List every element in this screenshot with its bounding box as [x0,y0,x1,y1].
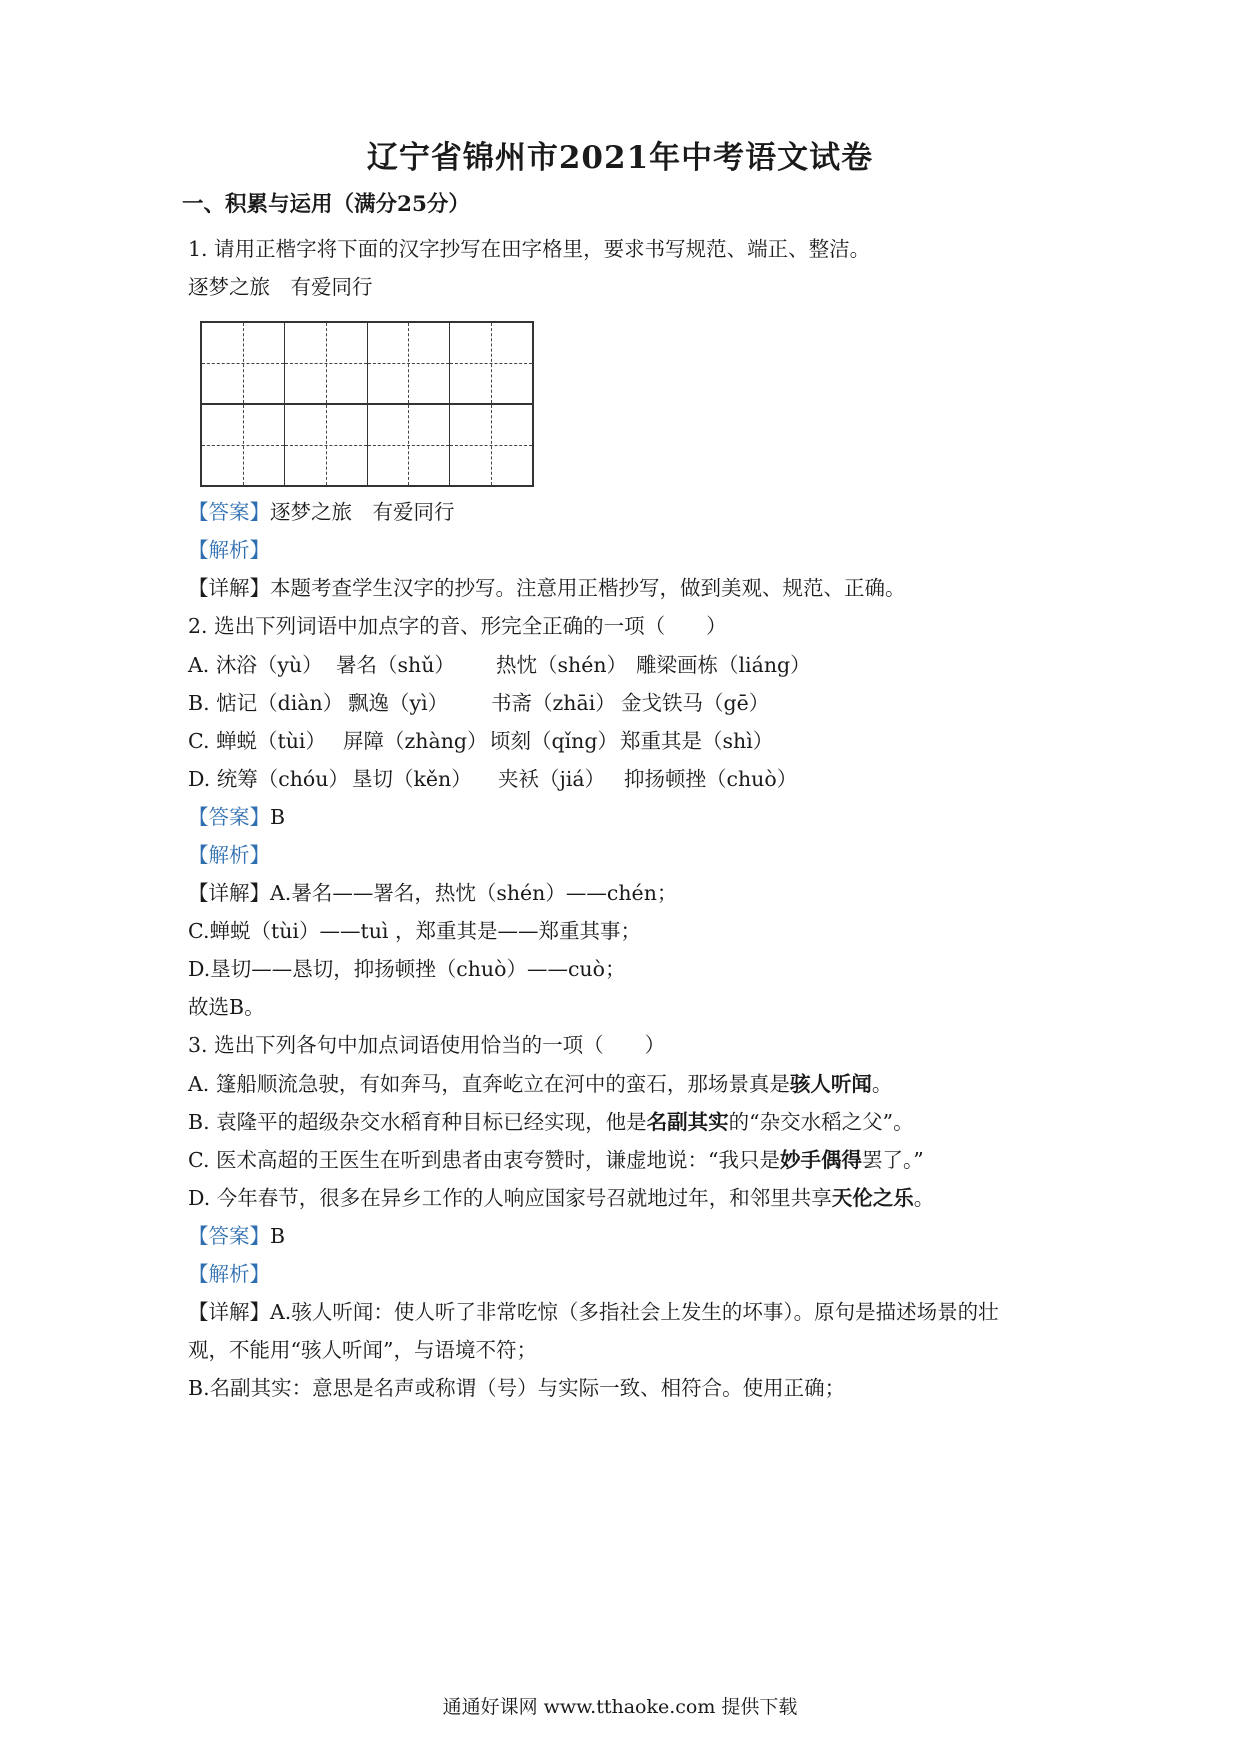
q2-detail-1: 【详解】A.暑名——署名，热忱（shén）——chén； [188,881,678,905]
q3-option-c: C. 医术高超的王医生在听到患者由衷夸赞时，谦虚地说：“我只是妙手偶得罢了。” [188,1148,924,1172]
q1-stem: 1. 请用正楷字将下面的汉字抄写在田字格里，要求书写规范、端正、整洁。 [188,237,871,261]
q3-option-d: D. 今年春节，很多在异乡工作的人响应国家号召就地过年，和邻里共享天伦之乐。 [188,1186,935,1210]
q2-option-c: C. 蝉蜕（tùi） 屏障（zhàng） 顷刻（qǐng）郑重其是（shì） [188,729,774,753]
q2-detail-4: 故选B。 [188,995,265,1019]
q3-detail-1: 【详解】A.骇人听闻：使人听了非常吃惊（多指社会上发生的坏事）。原句是描述场景的壮 [188,1300,999,1324]
analysis-tag: 【解析】 [188,538,270,562]
q2-option-a: A. 沐浴（yù） 暑名（shǔ） 热忱（shén） 雕梁画栋（liáng） [188,653,811,677]
q2-stem: 2. 选出下列词语中加点字的音、形完全正确的一项（ ） [188,614,727,638]
q2-option-d: D. 统筹（chóu） 垦切（kěn） 夹袄（jiá） 抑扬顿挫（chuò） [188,767,798,791]
q3-option-a: A. 篷船顺流急驶，有如奔马，直奔屹立在河中的蛮石，那场景真是骇人听闻。 [188,1072,893,1096]
emphasized-word: 名副其实 [646,1110,729,1134]
q2-analysis-tag: 【解析】 [188,843,270,867]
q2-answer-line: 【答案】B [188,805,286,829]
q3-detail-2: 观，不能用“骇人听闻”，与语境不符； [188,1338,537,1362]
q1-detail-line [188,573,906,603]
page-footer: 通通好课网 www.tthaoke.com 提供下载 [442,1696,798,1718]
q3-detail-3: B.名副其实：意思是名声或称谓（号）与实际一致、相符合。使用正确； [188,1376,846,1400]
q2-detail-3: D.垦切——恳切，抑扬顿挫（chuò）——cuò； [188,957,626,981]
q3-option-b: B. 袁隆平的超级杂交水稻育种目标已经实现，他是名副其实的“杂交水稻之父”。 [188,1110,914,1134]
answer-text: 逐梦之旅 有爱同行 [270,500,455,524]
emphasized-word: 天伦之乐 [831,1186,914,1210]
answer-tag: 【答案】 [188,500,270,524]
q1-text: 逐梦之旅 有爱同行 [188,275,373,299]
q3-answer-line: 【答案】B [188,1224,286,1248]
tianzige-grid-2 [200,403,534,487]
q2-option-b: B. 惦记（diàn） 飘逸（yì） 书斋（zhāi） 金戈铁马（gē） [188,691,770,715]
tianzige-grid-1 [200,321,534,405]
detail-tag: 【详解】 [188,576,270,600]
q3-stem: 3. 选出下列各句中加点词语使用恰当的一项（ ） [188,1033,666,1057]
q1-answer-line [188,497,455,527]
q3-analysis-tag: 【解析】 [188,1262,270,1286]
section-heading: 一、积累与运用（满分25分） [182,192,470,217]
q2-detail-2: C.蝉蜕（tùi）——tuì ，郑重其是——郑重其事； [188,919,641,943]
page-title: 辽宁省锦州市2021年中考语文试卷 [366,140,874,176]
emphasized-word: 骇人听闻 [789,1072,872,1096]
detail-text: 本题考查学生汉字的抄写。注意用正楷抄写，做到美观、规范、正确。 [270,576,906,600]
emphasized-word: 妙手偶得 [779,1148,862,1172]
